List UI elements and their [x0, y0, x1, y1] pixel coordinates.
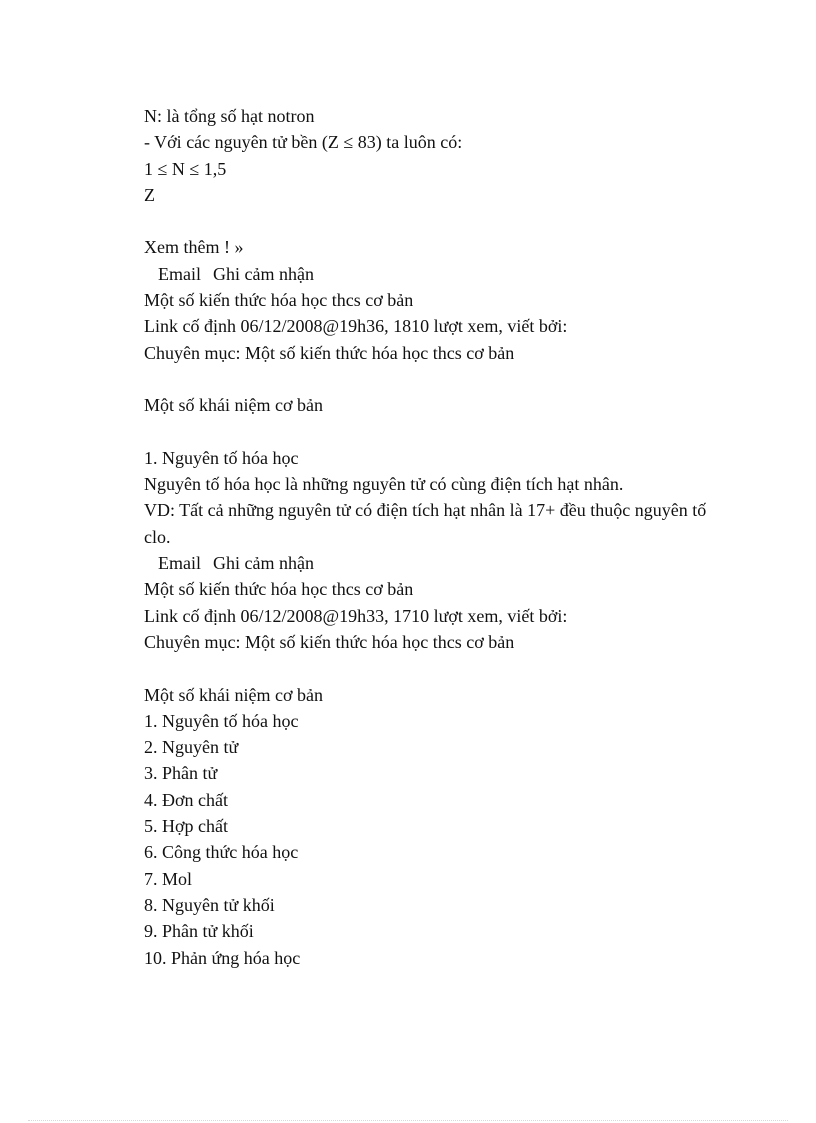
post-actions: [144, 261, 734, 287]
post-category: Chuyên mục: Một số kiến thức hóa học thcs cơ bản: [144, 631, 515, 652]
list-item: 2. Nguyên tử: [144, 737, 239, 758]
read-more-link[interactable]: Xem thêm ! »: [144, 237, 244, 258]
post-meta: Link cố định 06/12/2008@19h36, 1810 lượt xem, viết bởi:: [144, 316, 568, 337]
document-page: [144, 103, 734, 971]
comment-link[interactable]: Ghi cảm nhận: [213, 263, 314, 284]
list-item: 8. Nguyên tử khối: [144, 894, 275, 915]
article-subheading: 1. Nguyên tố hóa học: [144, 447, 299, 468]
list-item: 7. Mol: [144, 868, 193, 889]
list-item: 3. Phân tử: [144, 763, 218, 784]
post-title[interactable]: Một số kiến thức hóa học thcs cơ bản: [144, 290, 414, 311]
list-item: 10. Phản ứng hóa học: [144, 947, 301, 968]
post-meta: Link cố định 06/12/2008@19h33, 1710 lượt xem, viết bởi:: [144, 605, 568, 626]
post-actions: [144, 550, 734, 576]
article-paragraph: VD: Tất cả những nguyên tử có điện tích hạt nhân là 17+ đều thuộc nguyên tố clo.: [144, 500, 707, 547]
blank-line: [144, 366, 734, 392]
comment-link[interactable]: Ghi cảm nhận: [213, 553, 314, 574]
blank-line: [144, 419, 734, 445]
text-line: - Với các nguyên tử bền (Z ≤ 83) ta luôn có:: [144, 132, 463, 153]
email-link[interactable]: Email: [158, 263, 201, 284]
article-heading: Một số khái niệm cơ bản: [144, 684, 323, 705]
text-line: N: là tổng số hạt notron: [144, 106, 315, 126]
post-title[interactable]: Một số kiến thức hóa học thcs cơ bản: [144, 579, 414, 600]
article-paragraph: Nguyên tố hóa học là những nguyên tử có cùng điện tích hạt nhân.: [144, 474, 624, 495]
email-link[interactable]: Email: [158, 553, 201, 574]
list-item: 4. Đơn chất: [144, 789, 228, 810]
blank-line: [144, 655, 734, 681]
list-item: 9. Phân tử khối: [144, 921, 254, 942]
list-item: 6. Công thức hóa học: [144, 842, 299, 863]
list-item: 5. Hợp chất: [144, 816, 228, 837]
blank-line: [144, 208, 734, 234]
article-heading: Một số khái niệm cơ bản: [144, 395, 323, 416]
text-line: Z: [144, 184, 155, 205]
post-category: Chuyên mục: Một số kiến thức hóa học thcs cơ bản: [144, 342, 515, 363]
page-bottom-divider: [28, 1120, 788, 1121]
text-line: 1 ≤ N ≤ 1,5: [144, 158, 227, 179]
list-item: 1. Nguyên tố hóa học: [144, 710, 299, 731]
